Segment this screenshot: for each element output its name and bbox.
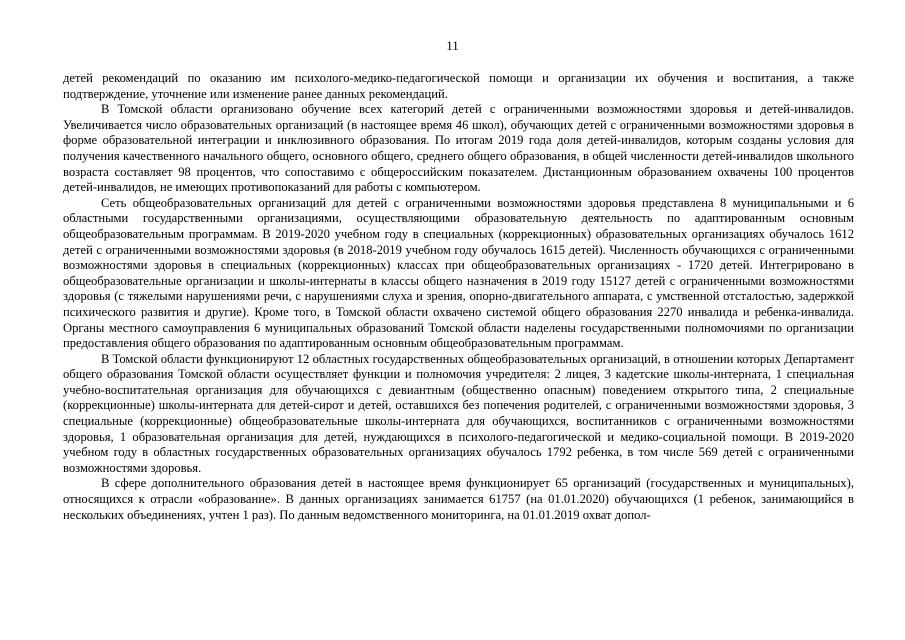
paragraph-additional-education: В сфере дополнительного образования детей в настоящее время функционирует 65 организаций (государственных и муниципальных), относящихся к отрасли «образование». В данных организациях занимается 61757 (на 01.01.2020) обучающихся (1 ребенок, занимающийся в нескольких объединениях, учтен 1 раз). По данным ведомственного мониторинга, на 01.01.2019 охват допол-	[63, 476, 854, 522]
paragraph-continuation: детей рекомендаций по оказанию им психолого-медико-педагогической помощи и организации их обучения и воспитания, а также подтверждение, уточнение или изменение ранее данных рекомендаций.	[63, 71, 854, 101]
paragraph-special-schools-network: Сеть общеобразовательных организаций для детей с ограниченными возможностями здоровья представлена 8 муниципальными и 6 областными государственными организациями, осуществляющими образовательную деятельность по адаптированным основным общеобразовательным программам. В 2019-2020 учебном году в специальных (коррекционных) образовательных организациях обучалось 1612 детей с ограниченными возможностями здоровья (в 2018-2019 учебном году обучалось 1615 детей). Численность обучающихся с ограниченными возможностями здоровья в специальных (коррекционных) классах при общеобразовательных организациях - 1720 детей. Интегрировано в общеобразовательные организации и школы-интернаты в классы общего назначения в 2019 году 15127 детей с ограниченными возможностями здоровья (с тяжелыми нарушениями речи, с нарушениями слуха и зрения, опорно-двигательного аппарата, с умственной отсталостью, задержкой психического развития и другие). Кроме того, в Томской области охвачено системой общего образования 2270 инвалида и ребенка-инвалида. Органы местного самоуправления 6 муниципальных образований Томской области наделены государственными полномочиями по организации предоставления общего образования по адаптированным основным общеобразовательным программам.	[63, 195, 854, 351]
paragraph-regional-organizations: В Томской области функционируют 12 областных государственных общеобразовательных организаций, в отношении которых Департамент общего образования Томской области осуществляет функции и полномочия учредителя: 2 лицея, 3 кадетские школы-интерната, 1 специальная учебно-воспитательная организация для обучающихся с девиантным (общественно опасным) поведением открытого типа, 2 специальные (коррекционные) школы-интерната для детей-сирот и детей, оставшихся без попечения родителей, с ограниченными возможностями здоровья, 3 специальные (коррекционные) общеобразовательные школы-интерната для обучающихся, воспитанников с ограниченными возможностями здоровья, 1 образовательная организация для детей, нуждающихся в психолого-педагогической и медико-социальной помощи. В 2019-2020 учебном году в областных государственных образовательных организациях обучалось 1792 ребенка, в том числе 569 детей с ограниченными возможностями здоровья.	[63, 351, 854, 475]
page-number: 11	[446, 38, 459, 53]
paragraph-inclusive-education: В Томской области организовано обучение всех категорий детей с ограниченными возможностями здоровья и детей-инвалидов. Увеличивается число образовательных организаций (в настоящее время 46 школ), обучающих детей с ограниченными возможностями здоровья в форме образовательной интеграции и инклюзивного образования. По итогам 2019 года доля детей-инвалидов, которым созданы условия для получения качественного начального общего, основного общего, среднего общего образования, в общей численности детей-инвалидов школьного возраста составляет 98 процентов, что сопоставимо с общероссийским показателем. Дистанционным образованием охвачены 100 процентов детей-инвалидов, не имеющих противопоказаний для работы с компьютером.	[63, 102, 854, 195]
document-body	[63, 71, 854, 523]
